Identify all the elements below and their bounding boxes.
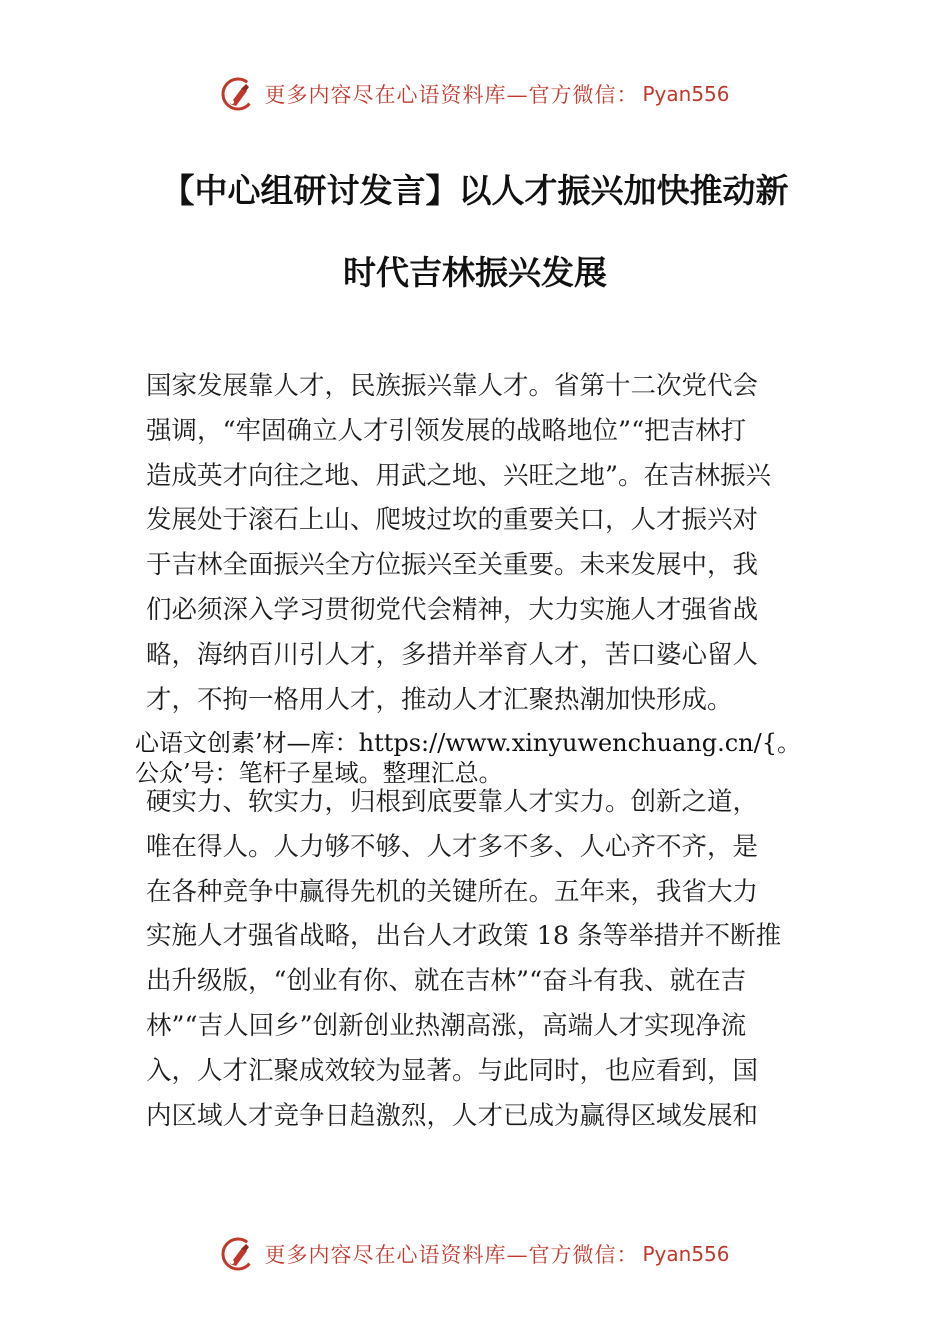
footer-banner-text: 更多内容尽在心语资料库—官方微信： (264, 1243, 639, 1267)
paragraph-line: 才，不拘一格用人才，推动人才汇聚热潮加快形成。 (146, 684, 733, 715)
paragraph-line: 内区域人才竞争日趋激烈，人才已成为赢得区域发展和 (146, 1100, 759, 1131)
header-banner-text: 更多内容尽在心语资料库—官方微信： (264, 83, 639, 107)
title-line: 时代吉林振兴发展 (343, 253, 607, 292)
header-banner (0, 74, 950, 114)
fountain-pen-logo-icon (220, 1236, 256, 1272)
paragraph-line: 硬实力、软实力，归根到底要靠人才实力。创新之道， (146, 787, 759, 817)
paragraph-line: 唯在得人。人力够不够、人才多不多、人心齐不齐，是 (146, 831, 759, 862)
paragraph-line: 国家发展靠人才，民族振兴靠人才。省第十二次党代会 (146, 371, 759, 401)
header-wechat-id: Pyan556 (642, 82, 730, 106)
fountain-pen-logo-icon (220, 76, 256, 112)
paragraph-line: 略，海纳百川引人才，多措并举育人才，苦口婆心留人 (146, 639, 759, 670)
document-title (100, 150, 850, 314)
title-line: 【中心组研讨发言】以人才振兴加快推动新 (161, 171, 789, 210)
paragraph-line: 发展处于滚石上山、爬坡过坎的重要关口，人才振兴对 (146, 505, 759, 536)
paragraph-line: 在各种竞争中赢得先机的关键所在。五年来，我省大力 (146, 876, 759, 907)
paragraph-line: 于吉林全面振兴全方位振兴至关重要。未来发展中，我 (146, 550, 759, 581)
paragraph-1 (146, 364, 811, 722)
watermark-notice (135, 728, 855, 788)
paragraph-line: 出升级版，“创业有你、就在吉林”“奋斗有我、就在吉 (146, 966, 747, 997)
paragraph-line: 强调，“牢固确立人才引领发展的战略地位”“把吉林打 (146, 415, 747, 446)
paragraph-line: 实施人才强省战略，出台人才政策 18 条等举措并不断推 (146, 921, 782, 952)
watermark-line: 心语文创素’材—库：https://www.xinyuwenchuang.cn/{。 (135, 729, 801, 757)
paragraph-2 (146, 780, 811, 1138)
paragraph-line: 林”“吉人回乡”创新创业热潮高涨，高端人才实现净流 (146, 1010, 747, 1041)
paragraph-line: 入，人才汇聚成效较为显著。与此同时，也应看到，国 (146, 1055, 759, 1086)
paragraph-line: 们必须深入学习贯彻党代会精神，大力实施人才强省战 (146, 594, 759, 625)
watermark-line: 公众’号：笔杆子星域。整理汇总。 (135, 759, 503, 787)
footer-banner (0, 1234, 950, 1274)
paragraph-line: 造成英才向往之地、用武之地、兴旺之地”。在吉林振兴 (146, 460, 772, 491)
footer-wechat-id: Pyan556 (642, 1242, 730, 1266)
